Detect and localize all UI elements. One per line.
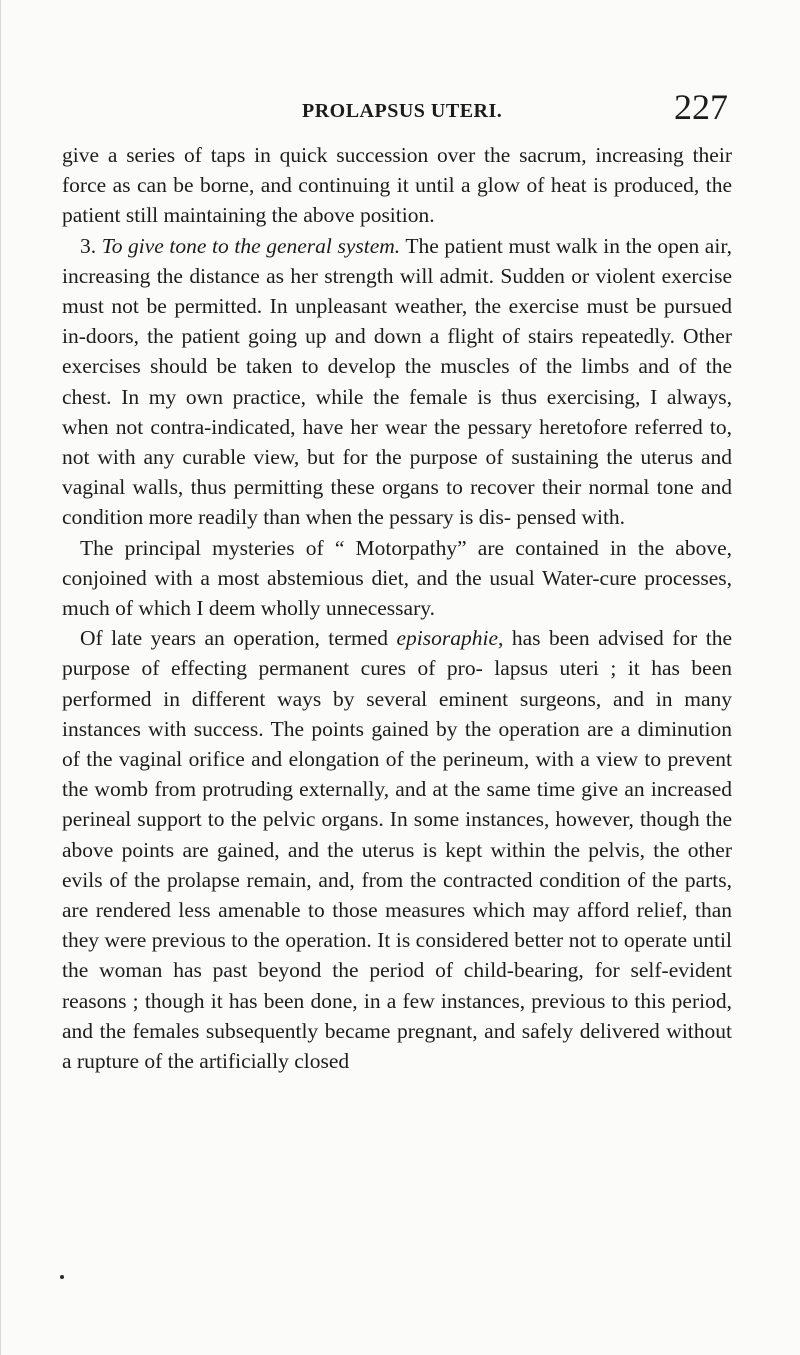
page-gutter-line (0, 0, 1, 1355)
ink-speck (60, 1275, 64, 1279)
page-number: 227 (674, 87, 728, 127)
paragraph-episoraphie (62, 623, 732, 1076)
paragraph-motorpathy: The principal mysteries of “ Motorpathy” are contained in the above, conjoined with a most abstemious diet, and the usual Water-cure processes, much of which I deem wholly unnecessary. (62, 535, 732, 621)
paragraph-episoraphie-lead: Of late years an operation, termed (80, 626, 388, 651)
section-text: The patient must walk in the open air, increasing the distance as her strength will admit. Sudden or violent exercise must not be permitted. In unpleasant weather, the exercise must be pursued in-doors, the patient going up and down a flight of stairs repeatedly. Other exercises should be taken to develop the muscles of the limbs and of the chest. In my own practice, while the female is thus exercising, I always, when not contra-indicated, have her wear the pessary heretofore referred to, not with any curable view, but for the purpose of sustaining the uterus and vaginal walls, thus permitting these organs to recover their normal tone and condition more readily than when the pessary is dis- pensed with. (62, 233, 732, 530)
section-heading: To give tone to the general system. (101, 233, 401, 258)
body-text (62, 140, 732, 1076)
section-number: 3. (80, 233, 97, 258)
paragraph-continuation: give a series of taps in quick succession over the sacrum, increasing their force as can be borne, and continuing it until a glow of heat is produced, the patient still maintaining the above position. (62, 143, 732, 228)
running-head (0, 86, 800, 136)
running-title: PROLAPSUS UTERI. (302, 100, 503, 122)
paragraph-episoraphie-rest: has been advised for the purpose of effecting permanent cures of pro- lapsus uteri ; it has been performed in different ways by several eminent surgeons, and in many instances with success. The points gained by the operation are a diminution of the vaginal orifice and elongation of the perineum, with a view to prevent the womb from protruding externally, and at the same time give an increased perineal support to the pelvic organs. In some instances, however, though the above points are gained, and the uterus is kept within the pelvis, the other evils of the prolapse remain, and, from the contracted condition of the parts, are rendered less amenable to those measures which may afford relief, than they were previous to the operation. It is considered better not to operate until the woman has past beyond the period of child-bearing, for self-evident reasons ; though it has been done, in a few instances, previous to this period, and the females subsequently became pregnant, and safely delivered without a rupture of the artificially closed (62, 626, 733, 1074)
episoraphie-term: episoraphie, (396, 626, 504, 651)
paragraph-general-system (62, 231, 732, 533)
